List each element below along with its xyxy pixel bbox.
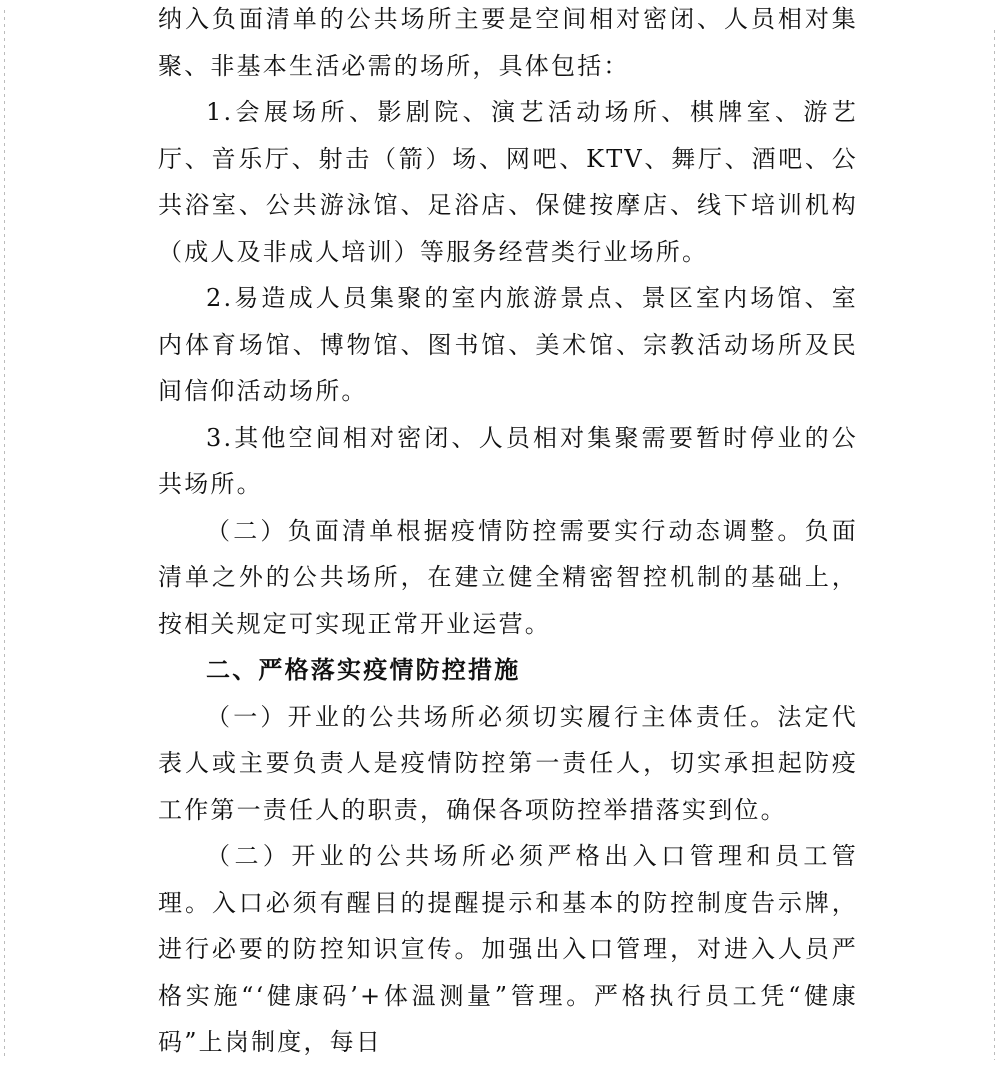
section-heading: 二、严格落实疫情防控措施 [206, 656, 521, 684]
scan-edge-left [4, 10, 5, 1060]
paragraph-dynamic-adjustment: （二）负面清单根据疫情防控需要实行动态调整。负面清单之外的公共场所，在建立健全精密智控机制的基础上，按相关规定可实现正常开业运营。 [158, 516, 858, 638]
paragraph-item-1: 1.会展场所、影剧院、演艺活动场所、棋牌室、游艺厅、音乐厅、射击（箭）场、网吧、KTV、舞厅、酒吧、公共浴室、公共游泳馆、足浴店、保健按摩店、线下培训机构（成人及非成人培训）等服务经营类行业场所。 [158, 98, 858, 266]
scan-edge-right [994, 30, 995, 1060]
paragraph-intro: 纳入负面清单的公共场所主要是空间相对密闭、人员相对集聚、非基本生活必需的场所，具体包括： [158, 5, 858, 80]
document-body [158, 0, 858, 1066]
paragraph-item-3: 3.其他空间相对密闭、人员相对集聚需要暂时停业的公共场所。 [158, 423, 858, 498]
paragraph-responsibility: （一）开业的公共场所必须切实履行主体责任。法定代表人或主要负责人是疫情防控第一责任人，切实承担起防疫工作第一责任人的职责，确保各项防控举措落实到位。 [158, 702, 858, 824]
paragraph-item-2: 2.易造成人员集聚的室内旅游景点、景区室内场馆、室内体育场馆、博物馆、图书馆、美术馆、宗教活动场所及民间信仰活动场所。 [158, 284, 858, 405]
paragraph-entrance-management: （二）开业的公共场所必须严格出入口管理和员工管理。入口必须有醒目的提醒提示和基本的防控制度告示牌，进行必要的防控知识宣传。加强出入口管理，对进入人员严格实施“‘健康码’+体温测量”管理。严格执行员工凭“健康码”上岗制度，每日 [158, 842, 858, 1056]
